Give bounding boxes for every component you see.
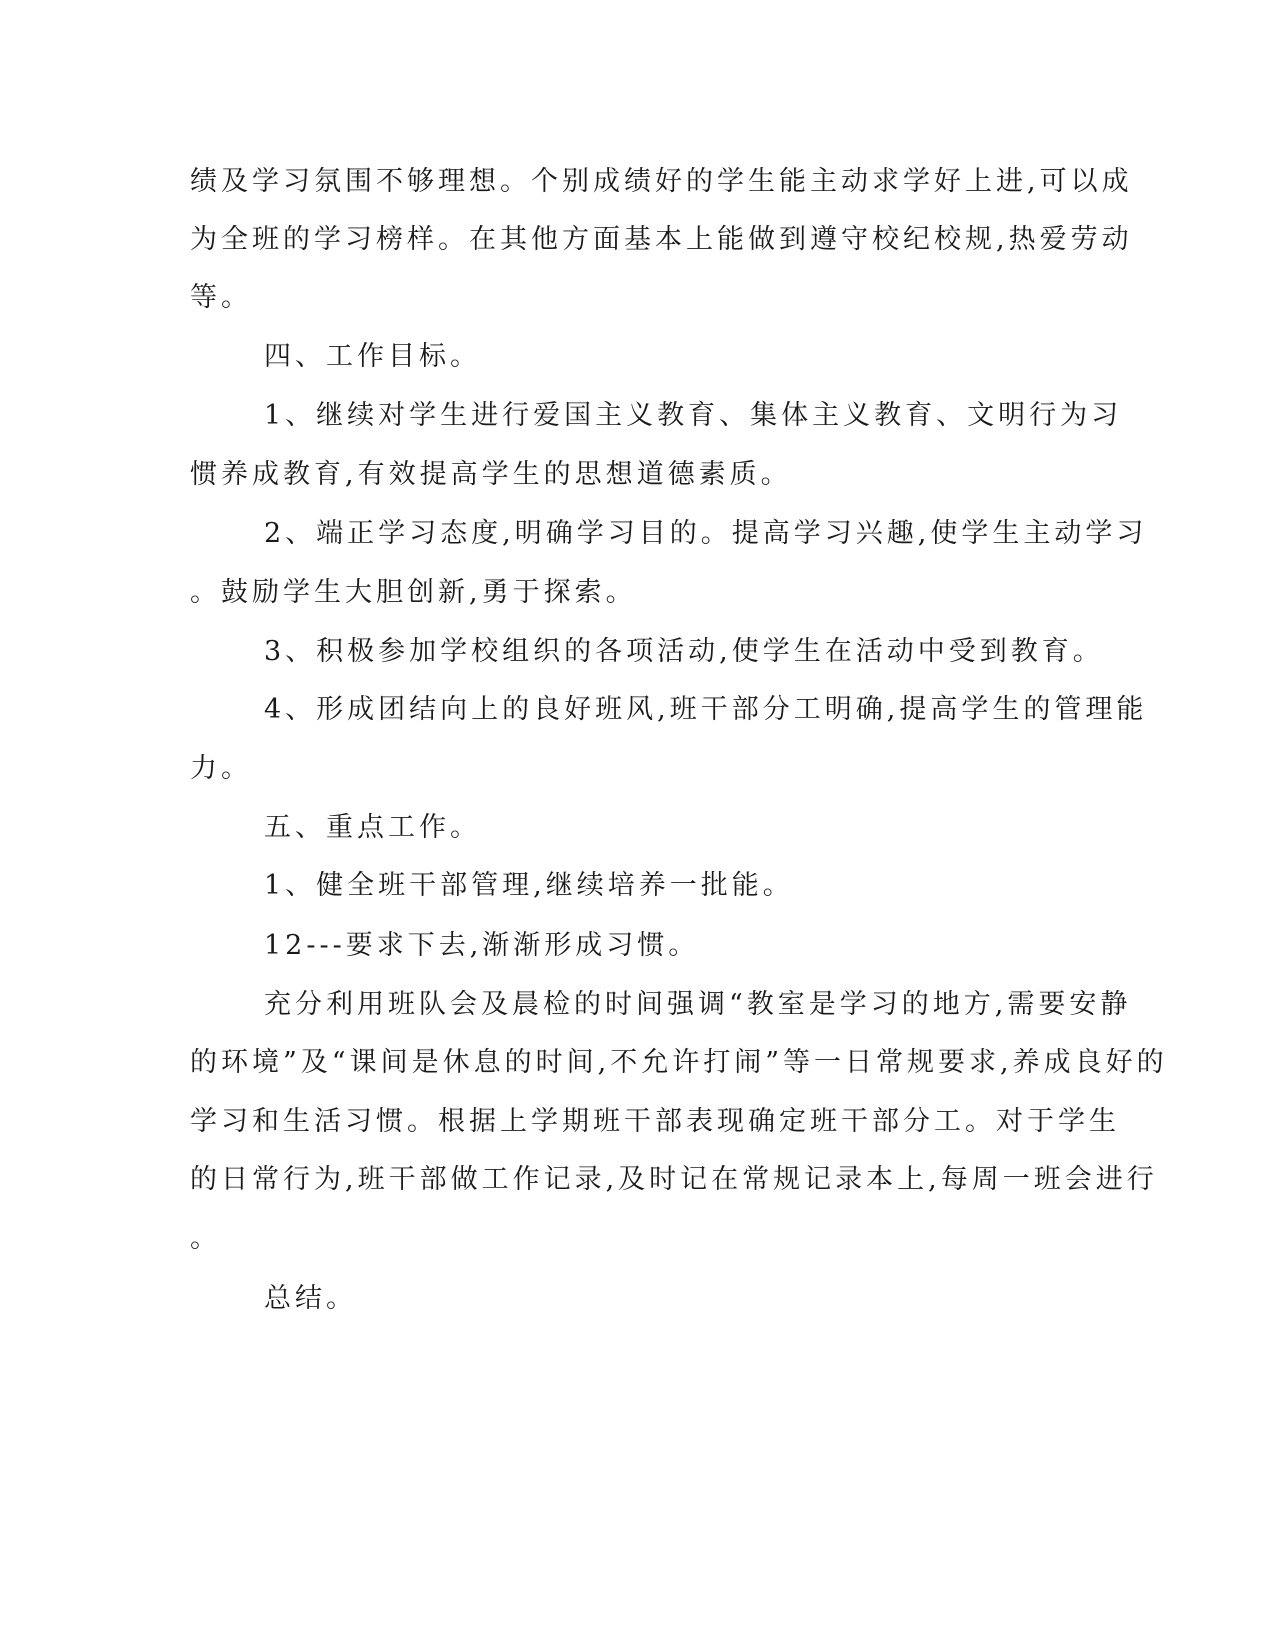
paragraph-line: 为全班的学习榜样。在其他方面基本上能做到遵守校纪校规,热爱劳动 (190, 224, 1133, 255)
list-item: 1、继续对学生进行爱国主义教育、集体主义教育、文明行为习 (264, 400, 1123, 431)
paragraph-line: 等。 (190, 282, 252, 313)
list-item: 1、健全班干部管理,继续培养一批能。 (264, 870, 794, 901)
paragraph-line: 惯养成教育,有效提高学生的思想道德素质。 (190, 459, 792, 490)
paragraph-line: 。 (190, 1223, 221, 1254)
paragraph-line: 绩及学习氛围不够理想。个别成绩好的学生能主动求学好上进,可以成 (190, 166, 1133, 197)
section-heading: 四、工作目标。 (264, 341, 481, 372)
paragraph-line: 充分利用班队会及晨检的时间强调“教室是学习的地方,需要安静 (264, 989, 1132, 1020)
list-item: 4、形成团结向上的良好班风,班干部分工明确,提高学生的管理能 (264, 694, 1148, 725)
paragraph-line: 的日常行为,班干部做工作记录,及时记在常规记录本上,每周一班会进行 (190, 1164, 1158, 1195)
section-heading: 五、重点工作。 (264, 812, 481, 843)
list-item: 2、端正学习态度,明确学习目的。提高学习兴趣,使学生主动学习 (264, 518, 1148, 549)
list-item: 3、积极参加学校组织的各项活动,使学生在活动中受到教育。 (264, 636, 1104, 667)
paragraph-line: 力。 (190, 753, 252, 784)
paragraph-line: 。鼓励学生大胆创新,勇于探索。 (190, 577, 637, 608)
paragraph-line: 学习和生活习惯。根据上学期班干部表现确定班干部分工。对于学生 (190, 1106, 1120, 1137)
paragraph-line: 总结。 (264, 1283, 357, 1314)
paragraph-line: 12---要求下去,渐渐形成习惯。 (264, 930, 700, 961)
paragraph-line: 的环境”及“课间是休息的时间,不允许打闹”等一日常规要求,养成良好的 (190, 1047, 1168, 1078)
